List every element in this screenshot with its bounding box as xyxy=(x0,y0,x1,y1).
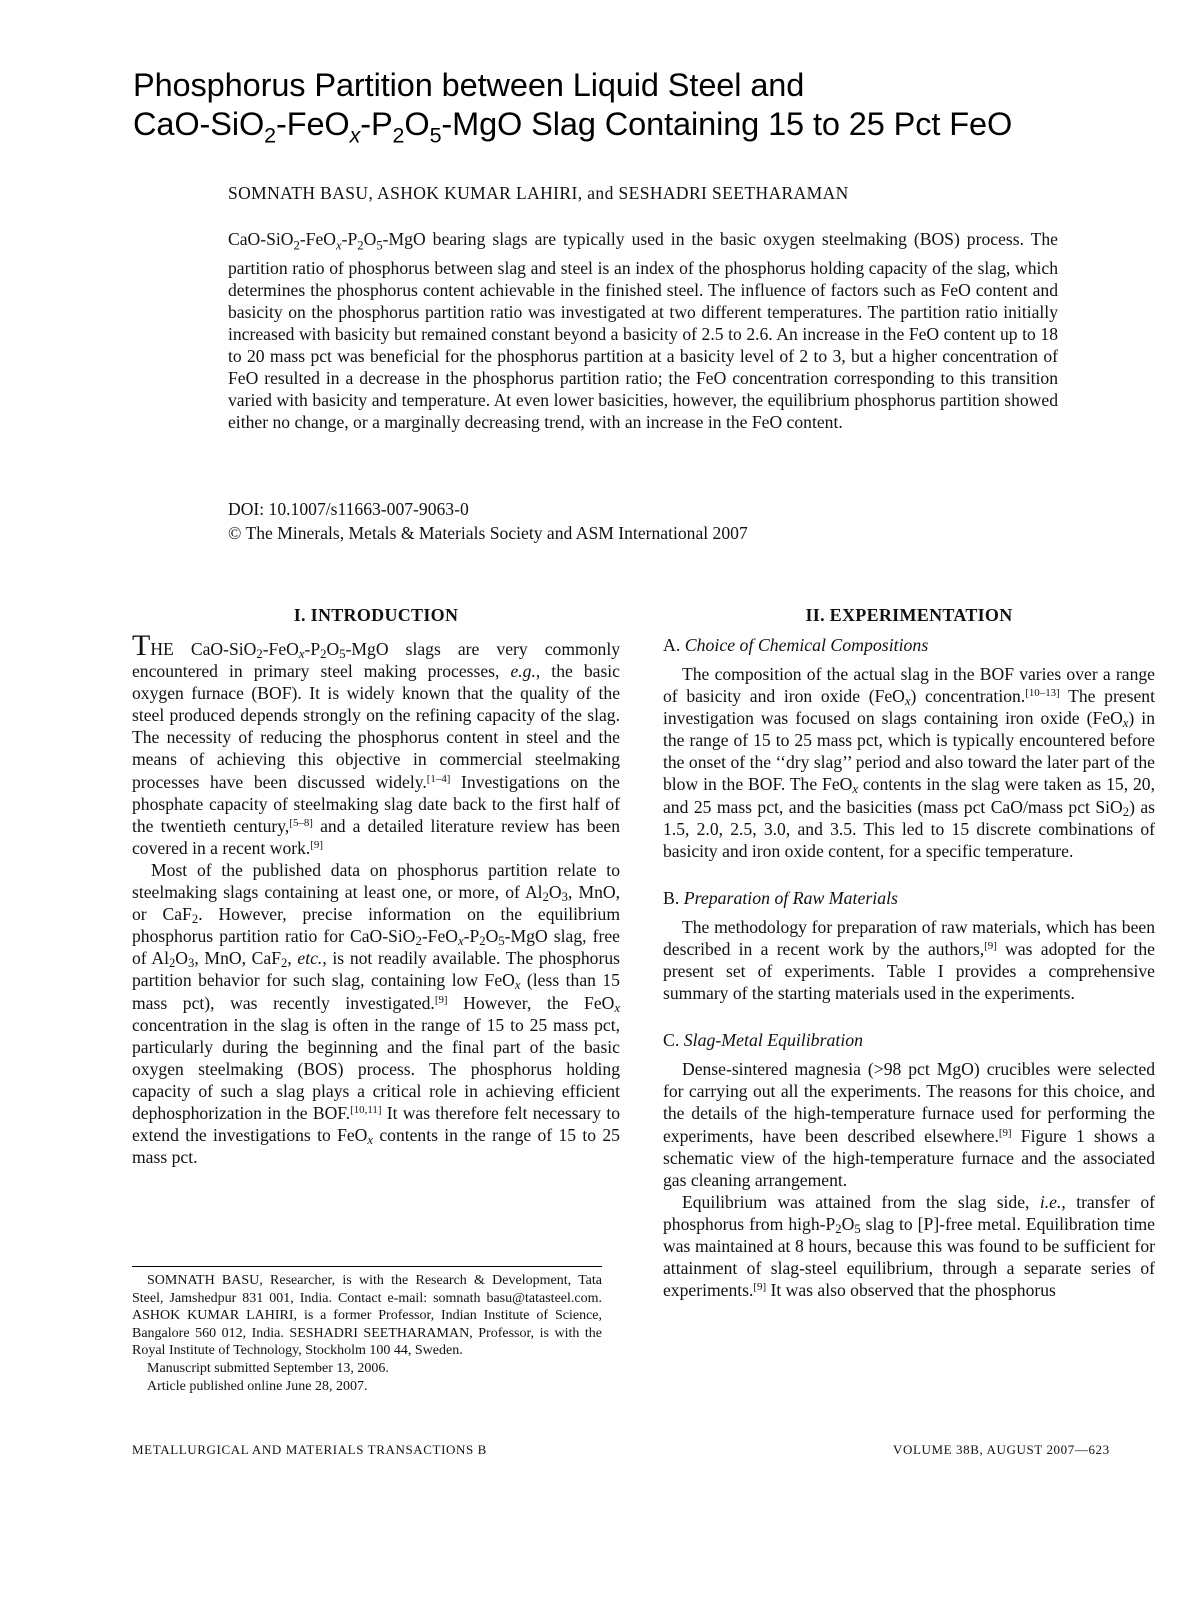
footnotes xyxy=(132,1272,602,1395)
doi[interactable]: DOI: 10.1007/s11663-007-9063-0 xyxy=(228,499,469,519)
footnote-divider xyxy=(132,1266,602,1267)
journal-name-footer: METALLURGICAL AND MATERIALS TRANSACTIONS B xyxy=(132,1442,487,1457)
section-heading-introduction: I. INTRODUCTION xyxy=(293,605,459,625)
left-column xyxy=(132,605,620,1168)
footnote-affiliations: SOMNATH BASU, Researcher, is with the Research & Development, Tata Steel, Jamshedpur 831 001, India. Contact e-mail: somnath basu@tatasteel.com. ASHOK KUMAR LAHIRI, is a former Professor, Indian Institute of Science, Bangalore 560 012, India. SESHADRI SEETHARAMAN, Professor, is with the Royal Institute of Technology, Stockholm 100 44, Sweden. xyxy=(132,1273,602,1359)
title-line-1: Phosphorus Partition between Liquid Steel and xyxy=(133,67,805,103)
volume-page-footer: VOLUME 38B, AUGUST 2007—623 xyxy=(893,1442,1110,1457)
paper-title xyxy=(133,66,1173,156)
author-list: SOMNATH BASU, ASHOK KUMAR LAHIRI, and SESHADRI SEETHARAMAN xyxy=(228,183,849,203)
intro-paragraph-2: Most of the published data on phosphorus partition relate to steelmaking slags containing at least one, or more, of $Al_2O_3$, MnO, or CaF$_2$. However, precise information on the equilibrium phosphorus partition ratio for CaO-$SiO_2-FeO_x-P_2O_5$-MgO slag, free of $Al_2O_3$, MnO, CaF$_2$, etc., is not readily available. The phosphorus partition behavior for such slag, containing low FeO$_x$ (less than 15 mass pct), was recently investigated.[9] However, the FeO$_x$ concentration in the slag is often in the range of 15 to 25 mass pct, particularly during the beginning and the final part of the basic oxygen steelmaking (BOS) process. The phosphorus holding capacity of such a slag plays a critical role in achieving efficient dephosphorization in the BOF.[10,11] It was therefore felt necessary to extend the investigations to FeO$_x$ contents in the range of 15 to 25 mass pct. xyxy=(132,859,621,1168)
footnote-published: Article published online June 28, 2007. xyxy=(147,1378,368,1394)
title-line-2: CaO-$SiO_2-FeO_x-P_2O_5$-MgO Slag Containing 15 to 25 Pct FeO xyxy=(133,106,1013,148)
subsection-heading-a: A. Choice of Chemical Compositions xyxy=(663,635,929,655)
subsection-heading-b: B. Preparation of Raw Materials xyxy=(663,887,898,908)
footnote-submitted: Manuscript submitted September 13, 2006. xyxy=(147,1360,389,1376)
subsection-c-paragraph-1: Dense-sintered magnesia (>98 pct MgO) crucibles were selected for carrying out all the experiments. The reasons for this choice, and the details of the high-temperature furnace used for performing the experiments, have been described elsewhere.[9] Figure 1 shows a schematic view of the high-temperature furnace and the associated gas cleaning arrangement. xyxy=(663,1059,1155,1190)
section-heading-experimentation: II. EXPERIMENTATION xyxy=(805,605,1013,625)
copyright: © The Minerals, Metals & Materials Society and ASM International 2007 xyxy=(228,523,748,543)
subsection-c-paragraph-2: Equilibrium was attained from the slag side, i.e., transfer of phosphorus from high-$P_2O_5$ slag to [P]-free metal. Equilibration time was maintained at 8 hours, because this was found to be sufficient for attainment of slag-steel equilibrium, through a separate series of experiments.[9] It was also observed that the phosphorus xyxy=(663,1191,1155,1301)
right-column xyxy=(663,605,1155,1301)
subsection-a-paragraph: The composition of the actual slag in the BOF varies over a range of basicity and iron oxide (FeO$_x$) concentration.[10–13] The present investigation was focused on slags containing iron oxide (FeO$_x$) in the range of 15 to 25 mass pct, which is typically encountered before the onset of the ‘‘dry slag’’ period and also toward the later part of the blow in the BOF. The FeO$_x$ contents in the slag were taken as 15, 20, and 25 mass pct, and the basicities (mass pct CaO/mass pct SiO$_2$) as 1.5, 2.0, 2.5, 3.0, and 3.5. This led to 15 discrete combinations of basicity and iron oxide content, for a specific temperature. xyxy=(663,664,1155,861)
article-meta xyxy=(228,497,748,545)
subsection-heading-c: C. Slag-Metal Equilibration xyxy=(663,1030,864,1051)
intro-paragraph-1: THE CaO-$SiO_2-FeO_x-P_2O_5$-MgO slags are very commonly encountered in primary steel making processes, e.g., the basic oxygen furnace (BOF). It is widely known that the quality of the steel produced depends strongly on the refining capacity of the slag. The necessity of reducing the phosphorus content in steel and the means of achieving this objective in commercial steelmaking processes have been discussed widely.[1–4] Investigations on the phosphate capacity of steelmaking slag date back to the first half of the twentieth century,[5–8] and a detailed literature review has been covered in a recent work.[9] xyxy=(132,629,621,858)
subsection-b-paragraph: The methodology for preparation of raw materials, which has been described in a recent work by the authors,[9] was adopted for the present set of experiments. Table I provides a comprehensive summary of the starting materials used in the experiments. xyxy=(663,916,1155,1004)
abstract: CaO-$SiO_2-FeO_x-P_2O_5$-MgO bearing slags are typically used in the basic oxygen steelmaking (BOS) process. The partition ratio of phosphorus between slag and steel is an index of the phosphorus holding capacity of the slag, which determines the phosphorus content achievable in the finished steel. The influence of factors such as FeO content and basicity on the phosphorus partition ratio was investigated at two different temperatures. The partition ratio initially increased with basicity but remained constant beyond a basicity of 2.5 to 2.6. An increase in the FeO content up to 18 to 20 mass pct was beneficial for the phosphorus partition at a basicity level of 2 to 3, but a higher concentration of FeO resulted in a decrease in the phosphorus partition ratio; the FeO concentration corresponding to this transition varied with basicity and temperature. At even lower basicities, however, the equilibrium phosphorus partition showed either no change, or a marginally decreasing trend, with an increase in the FeO content. xyxy=(228,229,1058,433)
